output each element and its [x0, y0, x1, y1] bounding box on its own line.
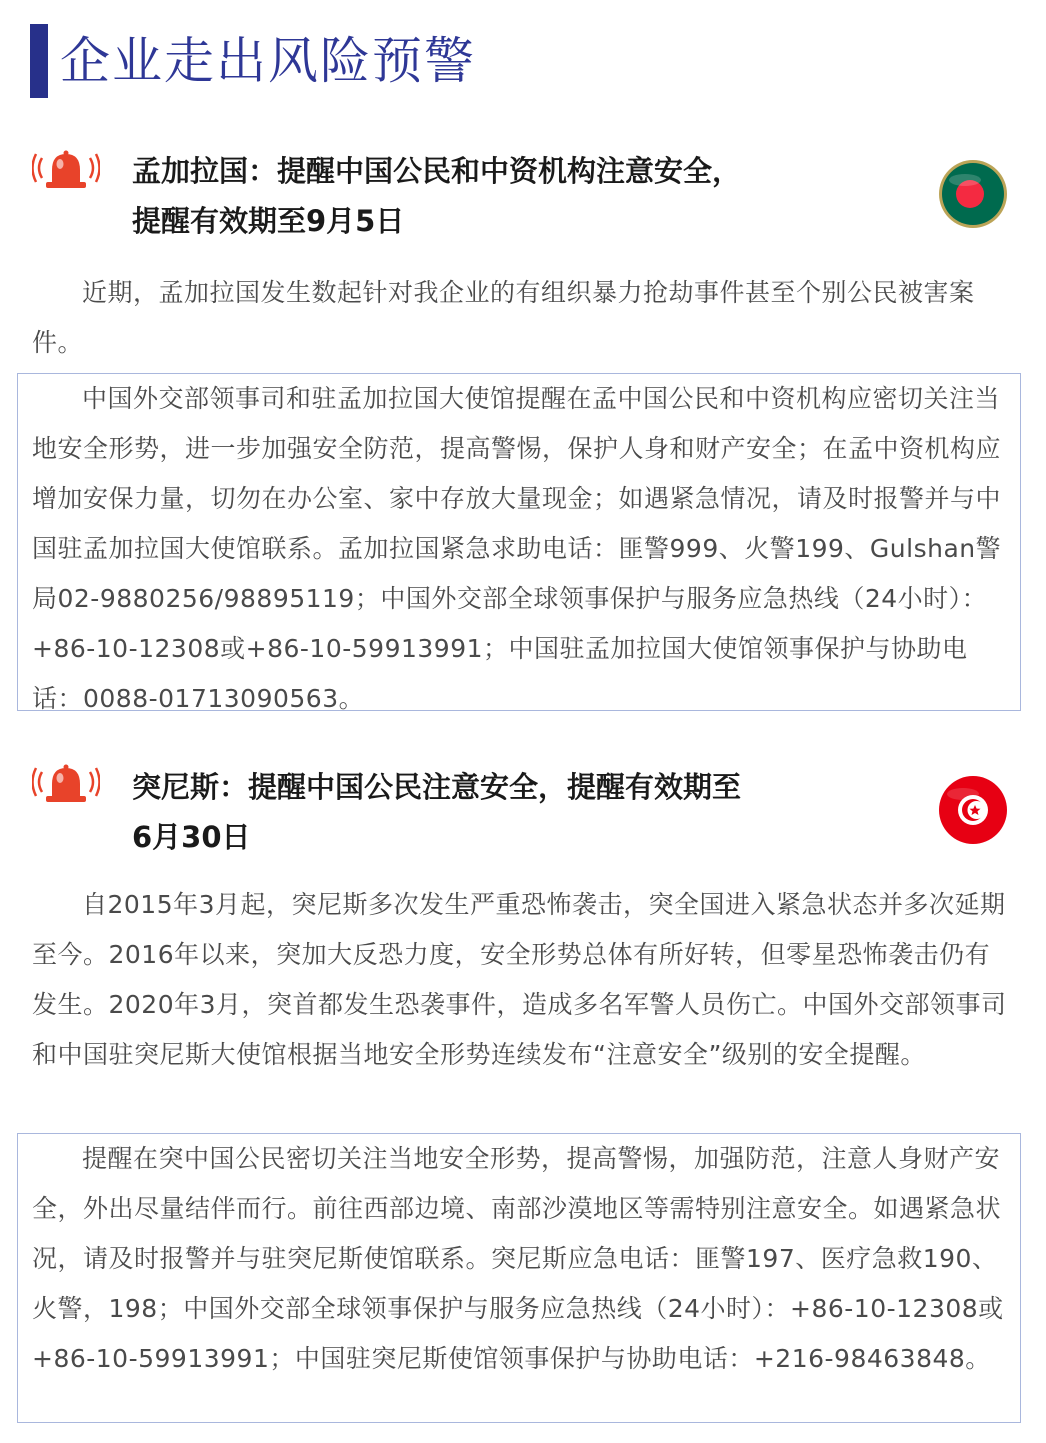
- bangladesh-intro-paragraph: 近期，孟加拉国发生数起针对我企业的有组织暴力抢劫事件甚至个别公民被害案件。: [32, 278, 975, 357]
- alarm-bell-icon: [32, 148, 100, 192]
- tunisia-notice-paragraph: 提醒在突中国公民密切关注当地安全形势，提高警惕，加强防范，注意人身财产安全，外出尽量结伴而行。前往西部边境、南部沙漠地区等需特别注意安全。如遇紧急状况，请及时报警并与驻突尼斯使馆联系。突尼斯应急电话：匪警197、医疗急救190、火警，198；中国外交部全球领事保护与服务应急热线（24小时）：+86-10-12308或+86-10-59913991；中国驻突尼斯使馆领事保护与协助电话：+216-98463848。: [32, 1144, 1004, 1373]
- bangladesh-notice-box: [17, 373, 1021, 711]
- section-title-bangladesh: 孟加拉国：提醒中国公民和中资机构注意安全， 提醒有效期至9月5日: [132, 154, 742, 238]
- bangladesh-flag-icon: [937, 158, 1009, 230]
- section-title-tunisia: 突尼斯：提醒中国公民注意安全，提醒有效期至 6月30日: [132, 770, 742, 854]
- bangladesh-notice-paragraph: 中国外交部领事司和驻孟加拉国大使馆提醒在孟中国公民和中资机构应密切关注当地安全形势，进一步加强安全防范，提高警惕，保护人身和财产安全；在孟中资机构应增加安保力量，切勿在办公室、家中存放大量现金；如遇紧急情况，请及时报警并与中国驻孟加拉国大使馆联系。孟加拉国紧急求助电话：匪警999、火警199、Gulshan警局02-9880256/98895119；中国外交部全球领事保护与服务应急热线（24小时）：+86-10-12308或+86-10-59913991；中国驻孟加拉国大使馆领事保护与协助电话：0088-01713090563。: [32, 384, 1002, 713]
- tunisia-intro-paragraph: 自2015年3月起，突尼斯多次发生严重恐怖袭击，突全国进入紧急状态并多次延期至今。2016年以来，突加大反恐力度，安全形势总体有所好转，但零星恐怖袭击仍有发生。2020年3月，突首都发生恐袭事件，造成多名军警人员伤亡。中国外交部领事司和中国驻突尼斯大使馆根据当地安全形势连续发布“注意安全”级别的安全提醒。: [32, 890, 1007, 1069]
- header-accent-bar: [30, 24, 48, 98]
- tunisia-flag-icon: [937, 774, 1009, 846]
- tunisia-notice-box: [17, 1133, 1021, 1423]
- alarm-bell-icon: [32, 762, 100, 806]
- page-title: 企业走出风险预警: [60, 32, 476, 90]
